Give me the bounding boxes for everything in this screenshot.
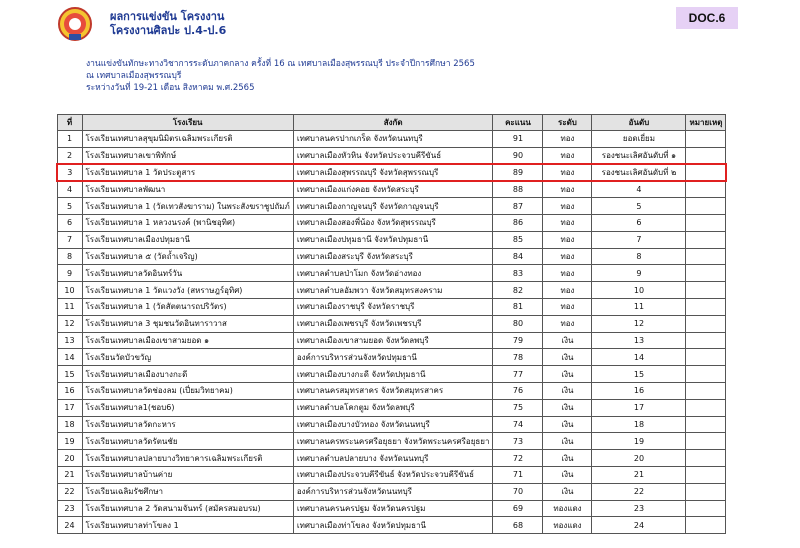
cell-note xyxy=(686,349,726,366)
cell-affiliation: เทศบาลเมืองสระบุรี จังหวัดสระบุรี xyxy=(293,248,493,265)
cell-school: โรงเรียนเทศบาลเมืองเขาสามยอด ๑ xyxy=(82,332,293,349)
cell-school: โรงเรียนเทศบาล 3 ชุมชนวัดอินทาราวาส xyxy=(82,315,293,332)
cell-no: 18 xyxy=(57,416,82,433)
cell-level: ทอง xyxy=(543,164,592,181)
table-row xyxy=(57,164,726,181)
cell-score: 77 xyxy=(493,366,543,383)
organization-logo xyxy=(58,6,92,42)
cell-note xyxy=(686,248,726,265)
cell-score: 87 xyxy=(493,198,543,215)
table-row xyxy=(57,181,726,198)
cell-school: โรงเรียนเทศบาลสุขุมนิมิตรเฉลิมพระเกียรติ xyxy=(82,131,293,148)
cell-score: 89 xyxy=(493,164,543,181)
table-row xyxy=(57,131,726,148)
cell-note xyxy=(686,181,726,198)
cell-score: 80 xyxy=(493,315,543,332)
table-row xyxy=(57,433,726,450)
cell-no: 2 xyxy=(57,147,82,164)
table-row xyxy=(57,265,726,282)
cell-no: 7 xyxy=(57,231,82,248)
cell-note xyxy=(686,147,726,164)
cell-no: 5 xyxy=(57,198,82,215)
cell-school: โรงเรียนเทศบาลวัดช่องลม (เปี่ยมวิทยาคม) xyxy=(82,382,293,399)
cell-level: ทอง xyxy=(543,147,592,164)
cell-affiliation: เทศบาลเมืองเขาสามยอด จังหวัดลพบุรี xyxy=(293,332,493,349)
cell-level: ทองแดง xyxy=(543,500,592,517)
cell-level: เงิน xyxy=(543,349,592,366)
cell-level: ทอง xyxy=(543,298,592,315)
cell-note xyxy=(686,517,726,534)
page-subtitle: โครงงานศิลปะ ป.4-ป.6 xyxy=(110,24,227,37)
cell-affiliation: เทศบาลเมืองปทุมธานี จังหวัดปทุมธานี xyxy=(293,231,493,248)
cell-score: 70 xyxy=(493,483,543,500)
event-name: งานแข่งขันทักษะทางวิชาการระดับภาคกลาง ครั้งที่ 16 ณ เทศบาลเมืองสุพรรณบุรี ประจำปีการศึกษา 2565 xyxy=(86,59,475,69)
cell-school: โรงเรียนเทศบาลเขาพิทักษ์ xyxy=(82,147,293,164)
col-header-affiliation: สังกัด xyxy=(293,115,493,131)
cell-affiliation: เทศบาลเมืองหัวหิน จังหวัดประจวบคีรีขันธ์ xyxy=(293,147,493,164)
cell-level: ทอง xyxy=(543,131,592,148)
table-row xyxy=(57,399,726,416)
cell-score: 83 xyxy=(493,265,543,282)
cell-school: โรงเรียนเทศบาลวัดอินทร์วัน xyxy=(82,265,293,282)
cell-school: โรงเรียนเทศบาล 1 (วัดสัตตนารถปริวัตร) xyxy=(82,298,293,315)
cell-rank: 6 xyxy=(592,214,686,231)
cell-rank: 19 xyxy=(592,433,686,450)
cell-rank: 4 xyxy=(592,181,686,198)
cell-school: โรงเรียนเทศบาล 2 วัดสนามจันทร์ (สมัครสมอบรม) xyxy=(82,500,293,517)
cell-rank: 17 xyxy=(592,399,686,416)
table-row xyxy=(57,282,726,299)
cell-note xyxy=(686,282,726,299)
cell-affiliation: เทศบาลเมืองเพชรบุรี จังหวัดเพชรบุรี xyxy=(293,315,493,332)
cell-rank: 20 xyxy=(592,450,686,467)
cell-score: 85 xyxy=(493,231,543,248)
cell-affiliation: เทศบาลนครพระนครศรีอยุธยา จังหวัดพระนครศรีอยุธยา xyxy=(293,433,493,450)
cell-affiliation: เทศบาลนครนครปฐม จังหวัดนครปฐม xyxy=(293,500,493,517)
cell-affiliation: เทศบาลเมืองราชบุรี จังหวัดราชบุรี xyxy=(293,298,493,315)
col-header-level: ระดับ xyxy=(543,115,592,131)
cell-note xyxy=(686,416,726,433)
cell-note xyxy=(686,500,726,517)
cell-rank: 22 xyxy=(592,483,686,500)
cell-school: โรงเรียนเทศบาลวัดกะหาร xyxy=(82,416,293,433)
cell-no: 20 xyxy=(57,450,82,467)
cell-score: 69 xyxy=(493,500,543,517)
table-row xyxy=(57,416,726,433)
cell-level: เงิน xyxy=(543,382,592,399)
cell-rank: 24 xyxy=(592,517,686,534)
cell-note xyxy=(686,214,726,231)
cell-note xyxy=(686,198,726,215)
cell-level: เงิน xyxy=(543,483,592,500)
cell-school: โรงเรียนเทศบาล 1 หลวงนรงค์ (พานิชอุทิศ) xyxy=(82,214,293,231)
cell-level: ทองแดง xyxy=(543,517,592,534)
results-table xyxy=(56,114,727,534)
cell-rank: 15 xyxy=(592,366,686,383)
cell-rank: 9 xyxy=(592,265,686,282)
cell-note xyxy=(686,483,726,500)
cell-no: 15 xyxy=(57,366,82,383)
cell-affiliation: เทศบาลนครปากเกร็ด จังหวัดนนทบุรี xyxy=(293,131,493,148)
cell-level: ทอง xyxy=(543,231,592,248)
table-row xyxy=(57,483,726,500)
cell-affiliation: เทศบาลตำบลโคกตูม จังหวัดลพบุรี xyxy=(293,399,493,416)
cell-no: 22 xyxy=(57,483,82,500)
cell-school: โรงเรียนเฉลิมรัชศึกษา xyxy=(82,483,293,500)
cell-no: 11 xyxy=(57,298,82,315)
cell-no: 23 xyxy=(57,500,82,517)
cell-school: โรงเรียนเทศบาลเมืองปทุมธานี xyxy=(82,231,293,248)
col-header-note: หมายเหตุ xyxy=(686,115,726,131)
col-header-no: ที่ xyxy=(57,115,82,131)
cell-rank: 5 xyxy=(592,198,686,215)
table-row xyxy=(57,214,726,231)
cell-note xyxy=(686,315,726,332)
cell-level: ทอง xyxy=(543,282,592,299)
cell-level: เงิน xyxy=(543,416,592,433)
cell-score: 68 xyxy=(493,517,543,534)
cell-level: ทอง xyxy=(543,214,592,231)
cell-no: 10 xyxy=(57,282,82,299)
cell-note xyxy=(686,466,726,483)
cell-affiliation: เทศบาลเมืองสองพี่น้อง จังหวัดสุพรรณบุรี xyxy=(293,214,493,231)
table-header-row xyxy=(57,115,726,131)
cell-no: 12 xyxy=(57,315,82,332)
cell-note xyxy=(686,231,726,248)
cell-rank: รองชนะเลิศอันดับที่ ๒ xyxy=(592,164,686,181)
cell-rank: 7 xyxy=(592,231,686,248)
cell-school: โรงเรียนเทศบาลพัฒนา xyxy=(82,181,293,198)
cell-affiliation: เทศบาลตำบลป่าโมก จังหวัดอ่างทอง xyxy=(293,265,493,282)
cell-level: ทอง xyxy=(543,315,592,332)
cell-note xyxy=(686,399,726,416)
cell-affiliation: เทศบาลนครสมุทรสาคร จังหวัดสมุทรสาคร xyxy=(293,382,493,399)
table-row xyxy=(57,349,726,366)
cell-affiliation: เทศบาลเมืองบางบัวทอง จังหวัดนนทบุรี xyxy=(293,416,493,433)
doc-label: DOC.6 xyxy=(676,7,738,29)
cell-affiliation: เทศบาลเมืองแก่งคอย จังหวัดสระบุรี xyxy=(293,181,493,198)
cell-score: 84 xyxy=(493,248,543,265)
cell-note xyxy=(686,131,726,148)
cell-no: 17 xyxy=(57,399,82,416)
cell-note xyxy=(686,164,726,181)
cell-no: 1 xyxy=(57,131,82,148)
cell-school: โรงเรียนเทศบาลวัดรัตนชัย xyxy=(82,433,293,450)
table-row xyxy=(57,500,726,517)
cell-level: เงิน xyxy=(543,466,592,483)
cell-score: 72 xyxy=(493,450,543,467)
cell-rank: 8 xyxy=(592,248,686,265)
cell-score: 91 xyxy=(493,131,543,148)
cell-rank: 23 xyxy=(592,500,686,517)
cell-no: 19 xyxy=(57,433,82,450)
cell-score: 76 xyxy=(493,382,543,399)
cell-no: 14 xyxy=(57,349,82,366)
cell-score: 90 xyxy=(493,147,543,164)
cell-school: โรงเรียนเทศบาล ๕ (วัดถ้ำเจริญ) xyxy=(82,248,293,265)
cell-note xyxy=(686,298,726,315)
cell-affiliation: องค์การบริหารส่วนจังหวัดปทุมธานี xyxy=(293,349,493,366)
cell-level: ทอง xyxy=(543,248,592,265)
table-row xyxy=(57,315,726,332)
cell-rank: 18 xyxy=(592,416,686,433)
cell-school: โรงเรียนเทศบาลท่าโขลง 1 xyxy=(82,517,293,534)
cell-rank: 10 xyxy=(592,282,686,299)
cell-affiliation: เทศบาลเมืองสุพรรณบุรี จังหวัดสุพรรณบุรี xyxy=(293,164,493,181)
cell-school: โรงเรียนเทศบาล 1 วัดประตูสาร xyxy=(82,164,293,181)
cell-note xyxy=(686,450,726,467)
cell-no: 6 xyxy=(57,214,82,231)
cell-level: เงิน xyxy=(543,450,592,467)
cell-school: โรงเรียนเทศบาล1(ชอบ6) xyxy=(82,399,293,416)
table-row xyxy=(57,450,726,467)
cell-affiliation: เทศบาลเมืองท่าโขลง จังหวัดปทุมธานี xyxy=(293,517,493,534)
cell-rank: รองชนะเลิศอันดับที่ ๑ xyxy=(592,147,686,164)
cell-score: 81 xyxy=(493,298,543,315)
cell-score: 75 xyxy=(493,399,543,416)
cell-rank: 11 xyxy=(592,298,686,315)
cell-score: 88 xyxy=(493,181,543,198)
cell-rank: 13 xyxy=(592,332,686,349)
cell-level: เงิน xyxy=(543,399,592,416)
cell-school: โรงเรียนเทศบาล 1 (วัดเทวสังฆาราม) ในพระสังฆราชูปถัมภ์ xyxy=(82,198,293,215)
col-header-school: โรงเรียน xyxy=(82,115,293,131)
cell-school: โรงเรียนเทศบาลเมืองบางกะดี xyxy=(82,366,293,383)
cell-no: 3 xyxy=(57,164,82,181)
cell-no: 9 xyxy=(57,265,82,282)
cell-note xyxy=(686,433,726,450)
page-title: ผลการแข่งขัน โครงงาน xyxy=(110,10,225,23)
cell-school: โรงเรียนเทศบาลบ้านค่าย xyxy=(82,466,293,483)
cell-note xyxy=(686,332,726,349)
cell-rank: ยอดเยี่ยม xyxy=(592,131,686,148)
cell-note xyxy=(686,366,726,383)
cell-score: 82 xyxy=(493,282,543,299)
table-row xyxy=(57,198,726,215)
cell-score: 73 xyxy=(493,433,543,450)
cell-no: 4 xyxy=(57,181,82,198)
cell-score: 74 xyxy=(493,416,543,433)
cell-note xyxy=(686,382,726,399)
cell-score: 79 xyxy=(493,332,543,349)
table-row xyxy=(57,332,726,349)
cell-score: 78 xyxy=(493,349,543,366)
table-row xyxy=(57,298,726,315)
table-row xyxy=(57,366,726,383)
cell-score: 71 xyxy=(493,466,543,483)
cell-affiliation: เทศบาลเมืองประจวบคีรีขันธ์ จังหวัดประจวบคีรีขันธ์ xyxy=(293,466,493,483)
cell-no: 16 xyxy=(57,382,82,399)
page-title-block xyxy=(110,10,226,38)
cell-rank: 16 xyxy=(592,382,686,399)
cell-affiliation: เทศบาลเมืองกาญจนบุรี จังหวัดกาญจนบุรี xyxy=(293,198,493,215)
col-header-score: คะแนน xyxy=(493,115,543,131)
cell-affiliation: องค์การบริหารส่วนจังหวัดนนทบุรี xyxy=(293,483,493,500)
table-row xyxy=(57,517,726,534)
cell-school: โรงเรียนวัดบัวขวัญ xyxy=(82,349,293,366)
cell-affiliation: เทศบาลตำบลอัมพวา จังหวัดสมุทรสงคราม xyxy=(293,282,493,299)
cell-note xyxy=(686,265,726,282)
cell-school: โรงเรียนเทศบาล 1 วัดแวงวัง (สหราษฎร์อุทิศ) xyxy=(82,282,293,299)
cell-school: โรงเรียนเทศบาลปลายบางวิทยาคารเฉลิมพระเกียรติ xyxy=(82,450,293,467)
table-row xyxy=(57,231,726,248)
cell-rank: 14 xyxy=(592,349,686,366)
cell-rank: 21 xyxy=(592,466,686,483)
table-row xyxy=(57,382,726,399)
cell-affiliation: เทศบาลตำบลปลายบาง จังหวัดนนทบุรี xyxy=(293,450,493,467)
cell-level: เงิน xyxy=(543,433,592,450)
cell-no: 13 xyxy=(57,332,82,349)
event-info xyxy=(86,58,475,94)
cell-no: 21 xyxy=(57,466,82,483)
table-row xyxy=(57,466,726,483)
table-row xyxy=(57,248,726,265)
cell-no: 8 xyxy=(57,248,82,265)
cell-no: 24 xyxy=(57,517,82,534)
cell-level: เงิน xyxy=(543,332,592,349)
cell-level: ทอง xyxy=(543,198,592,215)
cell-level: ทอง xyxy=(543,181,592,198)
cell-level: เงิน xyxy=(543,366,592,383)
event-dates: ระหว่างวันที่ 19-21 เดือน สิงหาคม พ.ศ.2565 xyxy=(86,83,255,93)
table-row xyxy=(57,147,726,164)
cell-score: 86 xyxy=(493,214,543,231)
event-venue: ณ เทศบาลเมืองสุพรรณบุรี xyxy=(86,71,182,81)
col-header-rank: อันดับ xyxy=(592,115,686,131)
cell-rank: 12 xyxy=(592,315,686,332)
cell-level: ทอง xyxy=(543,265,592,282)
cell-affiliation: เทศบาลเมืองบางกะดี จังหวัดปทุมธานี xyxy=(293,366,493,383)
